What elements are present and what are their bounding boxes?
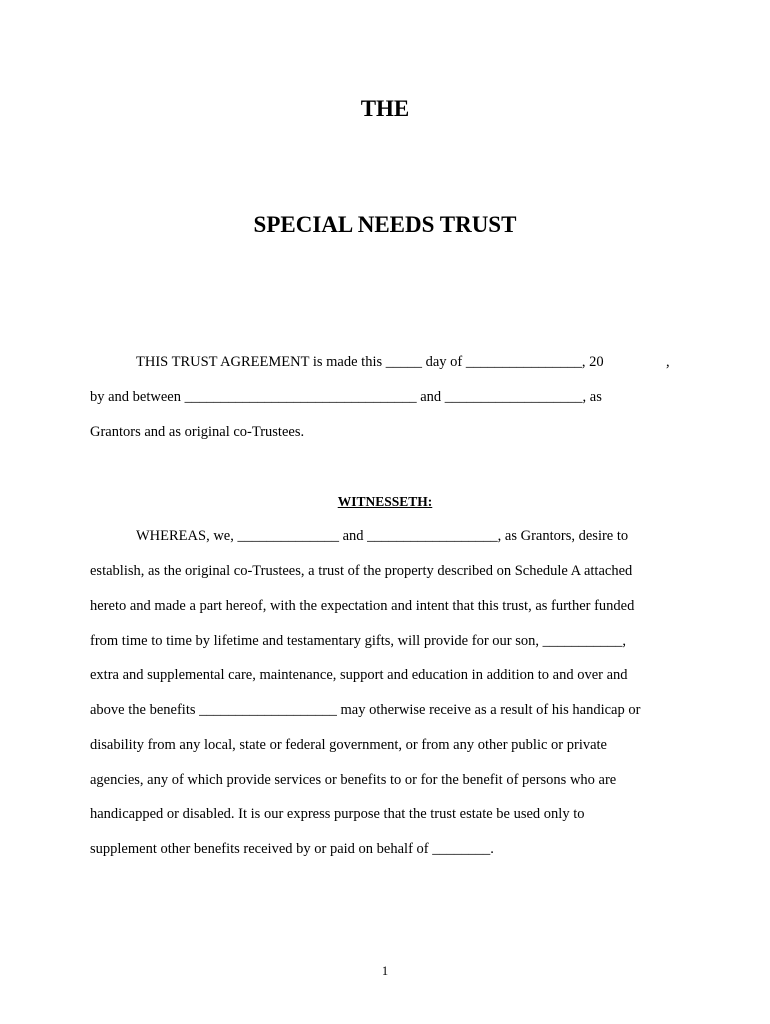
whereas-line: disability from any local, state or federal government, or from any other public or private	[90, 737, 607, 753]
intro-line-1: THIS TRUST AGREEMENT is made this _____ day of ________________, 20	[136, 354, 604, 370]
whereas-line: WHEREAS, we, ______________ and __________________, as Grantors, desire to	[136, 528, 629, 544]
whereas-line: handicapped or disabled. It is our express purpose that the trust estate be used only to	[90, 806, 585, 822]
whereas-line: above the benefits ___________________ may otherwise receive as a result of his handicap or	[90, 702, 641, 718]
intro-line-2: by and between ________________________________ and ___________________, as	[90, 389, 602, 405]
section-heading: WITNESSETH:	[337, 494, 433, 509]
page-number: 1	[381, 964, 389, 978]
intro-line-1-comma: ,	[666, 354, 670, 370]
whereas-line: from time to time by lifetime and testamentary gifts, will provide for our son, ___________,	[90, 633, 626, 649]
whereas-line: hereto and made a part hereof, with the expectation and intent that this trust, as further funded	[90, 598, 635, 614]
whereas-line: supplement other benefits received by or paid on behalf of ________.	[90, 841, 494, 857]
whereas-line: extra and supplemental care, maintenance, support and education in addition to and over and	[90, 667, 628, 683]
whereas-line: agencies, any of which provide services or benefits to or for the benefit of persons who are	[90, 772, 617, 788]
whereas-line: establish, as the original co-Trustees, a trust of the property described on Schedule A attached	[90, 563, 633, 579]
title-line-1: THE	[360, 96, 410, 121]
intro-line-3: Grantors and as original co-Trustees.	[90, 424, 305, 440]
title-line-2: SPECIAL NEEDS TRUST	[253, 212, 517, 237]
